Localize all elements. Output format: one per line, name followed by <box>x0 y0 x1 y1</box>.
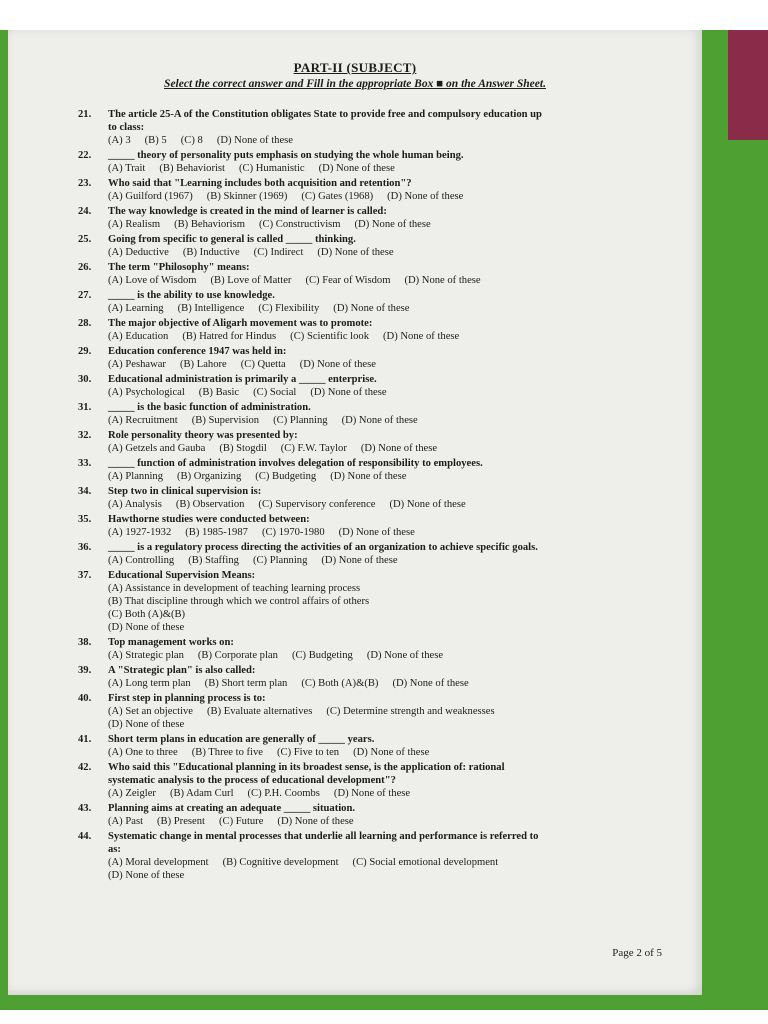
answer-option: (A) Strategic plan <box>108 650 184 661</box>
answer-option: (B) Corporate plan <box>197 650 278 661</box>
question-item <box>78 761 548 800</box>
answer-option: (D) None of these <box>330 471 407 482</box>
answer-option: (D) None of these <box>108 622 185 633</box>
question-number: 32. <box>78 430 92 441</box>
answer-options <box>108 787 548 800</box>
question-item <box>78 205 548 231</box>
answer-option: (D) None of these <box>310 387 387 398</box>
answer-option: (A) Deductive <box>108 247 169 258</box>
answer-options <box>108 856 548 882</box>
question-number: 35. <box>78 514 92 525</box>
answer-options <box>108 582 548 634</box>
question-number: 39. <box>78 665 92 676</box>
question-text: Step two in clinical supervision is: <box>108 486 262 497</box>
answer-option: (D) None of these <box>392 678 469 689</box>
question-item <box>78 429 548 455</box>
answer-option: (D) None of these <box>299 359 376 370</box>
answer-option: (D) None of these <box>354 219 431 230</box>
answer-option: (A) Peshawar <box>108 359 166 370</box>
answer-option: (A) 1927-1932 <box>108 527 172 538</box>
answer-option: (D) None of these <box>333 788 411 799</box>
answer-option: (D) None of these <box>216 135 294 146</box>
answer-option: (B) Inductive <box>182 247 240 258</box>
question-text: Planning aims at creating an adequate _____ situation. <box>108 803 356 814</box>
answer-option: (C) Future <box>218 816 264 827</box>
answer-option: (B) Supervision <box>191 415 260 426</box>
question-number: 31. <box>78 402 92 413</box>
answer-options <box>108 498 548 511</box>
answer-option: (D) None of these <box>317 247 394 258</box>
question-number: 44. <box>78 831 92 842</box>
page-number: Page 2 of 5 <box>612 947 662 959</box>
answer-options <box>108 358 548 371</box>
answer-option: (A) Past <box>108 816 144 827</box>
answer-option: (D) None of these <box>277 816 354 827</box>
question-item <box>78 485 548 511</box>
sheet-header <box>8 30 702 90</box>
question-body <box>108 429 548 455</box>
question-item <box>78 373 548 399</box>
question-body <box>108 261 548 287</box>
answer-options <box>108 554 548 567</box>
question-body <box>108 233 548 259</box>
answer-options <box>108 330 548 343</box>
answer-option: (B) Observation <box>175 499 245 510</box>
answer-option: (C) Both (A)&(B) <box>301 678 379 689</box>
question-item <box>78 733 548 759</box>
part-title: PART-II (SUBJECT) <box>293 60 417 75</box>
answer-option: (C) Flexibility <box>258 303 320 314</box>
question-item <box>78 569 548 634</box>
question-text: The way knowledge is created in the mind of learner is called: <box>108 206 387 217</box>
answer-option: (A) Getzels and Gauba <box>108 443 206 454</box>
answer-option: (B) Three to five <box>191 747 264 758</box>
answer-option: (B) Lahore <box>179 359 227 370</box>
question-text: _____ is the basic function of administration. <box>108 402 311 413</box>
answer-option: (C) Constructivism <box>259 219 341 230</box>
answer-option: (D) None of these <box>404 275 481 286</box>
question-number: 29. <box>78 346 92 357</box>
question-item <box>78 830 548 882</box>
question-number: 38. <box>78 637 92 648</box>
question-text: The term "Philosophy" means: <box>108 262 250 273</box>
question-item <box>78 261 548 287</box>
answer-option: (C) Budgeting <box>255 471 317 482</box>
question-body <box>108 373 548 399</box>
answer-options <box>108 274 548 287</box>
question-number: 23. <box>78 178 92 189</box>
question-number: 40. <box>78 693 92 704</box>
question-number: 41. <box>78 734 92 745</box>
question-text: Who said that "Learning includes both acquisition and retention"? <box>108 178 412 189</box>
question-body <box>108 401 548 427</box>
question-number: 42. <box>78 762 92 773</box>
question-text: _____ is a regulatory process directing the activities of an organization to achieve specific goals. <box>108 542 538 553</box>
answer-option: (C) Gates (1968) <box>301 191 374 202</box>
answer-option: (A) Planning <box>108 471 164 482</box>
answer-option: (B) Intelligence <box>177 303 245 314</box>
answer-option: (A) 3 <box>108 135 131 146</box>
question-text: Educational administration is primarily a _____ enterprise. <box>108 374 377 385</box>
question-body <box>108 457 548 483</box>
question-text: _____ is the ability to use knowledge. <box>108 290 275 301</box>
question-number: 36. <box>78 542 92 553</box>
answer-options <box>108 442 548 455</box>
question-number: 27. <box>78 290 92 301</box>
question-body <box>108 541 548 567</box>
answer-option: (C) F.W. Taylor <box>280 443 347 454</box>
answer-option: (A) Controlling <box>108 555 175 566</box>
question-body <box>108 289 548 315</box>
answer-option: (D) None of these <box>108 870 185 881</box>
question-body <box>108 636 548 662</box>
question-text: _____ function of administration involves delegation of responsibility to employees. <box>108 458 483 469</box>
question-item <box>78 513 548 539</box>
answer-options <box>108 218 548 231</box>
answer-option: (B) Evaluate alternatives <box>207 706 313 717</box>
answer-option: (D) None of these <box>108 719 185 730</box>
answer-option: (D) None of these <box>341 415 418 426</box>
question-text: Role personality theory was presented by: <box>108 430 298 441</box>
question-body <box>108 733 548 759</box>
answer-option: (D) None of these <box>333 303 410 314</box>
question-number: 25. <box>78 234 92 245</box>
answer-option: (D) None of these <box>387 191 464 202</box>
answer-option: (C) Both (A)&(B) <box>108 609 186 620</box>
question-item <box>78 233 548 259</box>
answer-option: (A) Realism <box>108 219 161 230</box>
question-item <box>78 457 548 483</box>
instruction-text: Select the correct answer and Fill in the appropriate Box ■ on the Answer Sheet. <box>164 78 546 90</box>
answer-option: (B) Love of Matter <box>210 275 292 286</box>
question-body <box>108 513 548 539</box>
answer-option: (D) None of these <box>318 163 395 174</box>
question-item <box>78 149 548 175</box>
answer-option: (C) Humanistic <box>239 163 305 174</box>
answer-option: (C) 8 <box>180 135 203 146</box>
question-text: Short term plans in education are generally of _____ years. <box>108 734 375 745</box>
answer-option: (B) Short term plan <box>204 678 288 689</box>
question-body <box>108 345 548 371</box>
answer-option: (B) Behaviorist <box>159 163 226 174</box>
question-list <box>78 108 548 884</box>
answer-option: (C) Scientific look <box>290 331 370 342</box>
question-text: Who said this "Educational planning in its broadest sense, is the application of: rational systematic analysis to the process of educational development"? <box>108 762 505 786</box>
question-body <box>108 205 548 231</box>
question-body <box>108 177 548 203</box>
answer-option: (C) Budgeting <box>291 650 353 661</box>
answer-option: (A) Recruitment <box>108 415 178 426</box>
answer-option: (B) Skinner (1969) <box>206 191 288 202</box>
answer-option: (B) Staffing <box>188 555 239 566</box>
question-text: Going from specific to general is called _____ thinking. <box>108 234 356 245</box>
question-body <box>108 485 548 511</box>
question-text: Education conference 1947 was held in: <box>108 346 287 357</box>
answer-option: (B) Cognitive development <box>222 857 339 868</box>
question-text: A "Strategic plan" is also called: <box>108 665 256 676</box>
answer-option: (C) Social <box>253 387 297 398</box>
answer-option: (C) Determine strength and weaknesses <box>326 706 495 717</box>
answer-option: (A) Long term plan <box>108 678 191 689</box>
question-number: 24. <box>78 206 92 217</box>
answer-option: (D) None of these <box>383 331 460 342</box>
question-number: 37. <box>78 570 92 581</box>
answer-option: (A) Learning <box>108 303 164 314</box>
answer-option: (D) None of these <box>366 650 444 661</box>
answer-options <box>108 649 548 662</box>
answer-options <box>108 526 548 539</box>
answer-option: (A) Zeigler <box>108 788 156 799</box>
answer-option: (B) Behaviorism <box>174 219 245 230</box>
question-item <box>78 345 548 371</box>
answer-option: (C) 1970-1980 <box>261 527 325 538</box>
answer-options <box>108 705 548 731</box>
answer-options <box>108 190 548 203</box>
answer-option: (C) Social emotional development <box>352 857 499 868</box>
answer-option: (B) That discipline through which we control affairs of others <box>108 596 370 607</box>
question-number: 28. <box>78 318 92 329</box>
answer-option: (A) Analysis <box>108 499 162 510</box>
question-text: Systematic change in mental processes that underlie all learning and performance is referred to as: <box>108 831 539 855</box>
question-body <box>108 830 548 882</box>
question-item <box>78 541 548 567</box>
answer-option: (D) None of these <box>353 747 430 758</box>
answer-options <box>108 386 548 399</box>
answer-option: (B) 5 <box>144 135 167 146</box>
answer-option: (C) Supervisory conference <box>258 499 376 510</box>
question-body <box>108 692 548 731</box>
answer-option: (A) One to three <box>108 747 178 758</box>
answer-options <box>108 746 548 759</box>
answer-option: (A) Set an objective <box>108 706 194 717</box>
answer-option: (B) 1985-1987 <box>185 527 248 538</box>
question-item <box>78 177 548 203</box>
answer-options <box>108 414 548 427</box>
question-item <box>78 317 548 343</box>
answer-options <box>108 677 548 690</box>
question-item <box>78 289 548 315</box>
question-body <box>108 317 548 343</box>
answer-options <box>108 162 548 175</box>
answer-option: (C) Five to ten <box>277 747 340 758</box>
question-text: _____ theory of personality puts emphasis on studying the whole human being. <box>108 150 464 161</box>
answer-option: (D) None of these <box>360 443 438 454</box>
question-number: 33. <box>78 458 92 469</box>
answer-option: (C) Indirect <box>253 247 304 258</box>
question-text: The article 25-A of the Constitution obligates State to provide free and compulsory education up to class: <box>108 109 542 133</box>
question-item <box>78 636 548 662</box>
question-number: 21. <box>78 109 92 120</box>
answer-option: (C) Planning <box>273 415 328 426</box>
question-item <box>78 802 548 828</box>
answer-option: (A) Assistance in development of teaching learning process <box>108 583 361 594</box>
question-text: Top management works on: <box>108 637 234 648</box>
answer-options <box>108 470 548 483</box>
question-text: First step in planning process is to: <box>108 693 266 704</box>
question-number: 34. <box>78 486 92 497</box>
answer-options <box>108 246 548 259</box>
answer-option: (B) Adam Curl <box>169 788 234 799</box>
answer-option: (B) Organizing <box>177 471 242 482</box>
answer-options <box>108 302 548 315</box>
question-item <box>78 108 548 147</box>
answer-option: (D) None of these <box>389 499 466 510</box>
question-body <box>108 802 548 828</box>
exam-sheet <box>8 30 702 995</box>
answer-option: (A) Psychological <box>108 387 185 398</box>
answer-option: (A) Guilford (1967) <box>108 191 193 202</box>
question-item <box>78 664 548 690</box>
answer-option: (D) None of these <box>338 527 415 538</box>
question-body <box>108 108 548 147</box>
answer-option: (C) Quetta <box>240 359 286 370</box>
answer-option: (B) Stogdil <box>219 443 267 454</box>
answer-option: (B) Present <box>157 816 205 827</box>
question-number: 43. <box>78 803 92 814</box>
answer-option: (A) Trait <box>108 163 146 174</box>
answer-option: (C) Planning <box>252 555 308 566</box>
answer-option: (A) Moral development <box>108 857 209 868</box>
answer-options <box>108 815 548 828</box>
answer-option: (C) Fear of Wisdom <box>305 275 391 286</box>
answer-option: (B) Hatred for Hindus <box>182 331 277 342</box>
answer-option: (B) Basic <box>198 387 240 398</box>
question-item <box>78 692 548 731</box>
question-body <box>108 664 548 690</box>
answer-option: (D) None of these <box>321 555 398 566</box>
question-body <box>108 761 548 800</box>
question-body <box>108 149 548 175</box>
question-number: 30. <box>78 374 92 385</box>
answer-option: (A) Love of Wisdom <box>108 275 197 286</box>
question-text: Hawthorne studies were conducted between: <box>108 514 310 525</box>
answer-options <box>108 134 548 147</box>
question-body <box>108 569 548 634</box>
question-item <box>78 401 548 427</box>
question-text: Educational Supervision Means: <box>108 570 256 581</box>
question-text: The major objective of Aligarh movement was to promote: <box>108 318 373 329</box>
question-number: 26. <box>78 262 92 273</box>
question-number: 22. <box>78 150 92 161</box>
answer-option: (A) Education <box>108 331 169 342</box>
answer-option: (C) P.H. Coombs <box>247 788 320 799</box>
